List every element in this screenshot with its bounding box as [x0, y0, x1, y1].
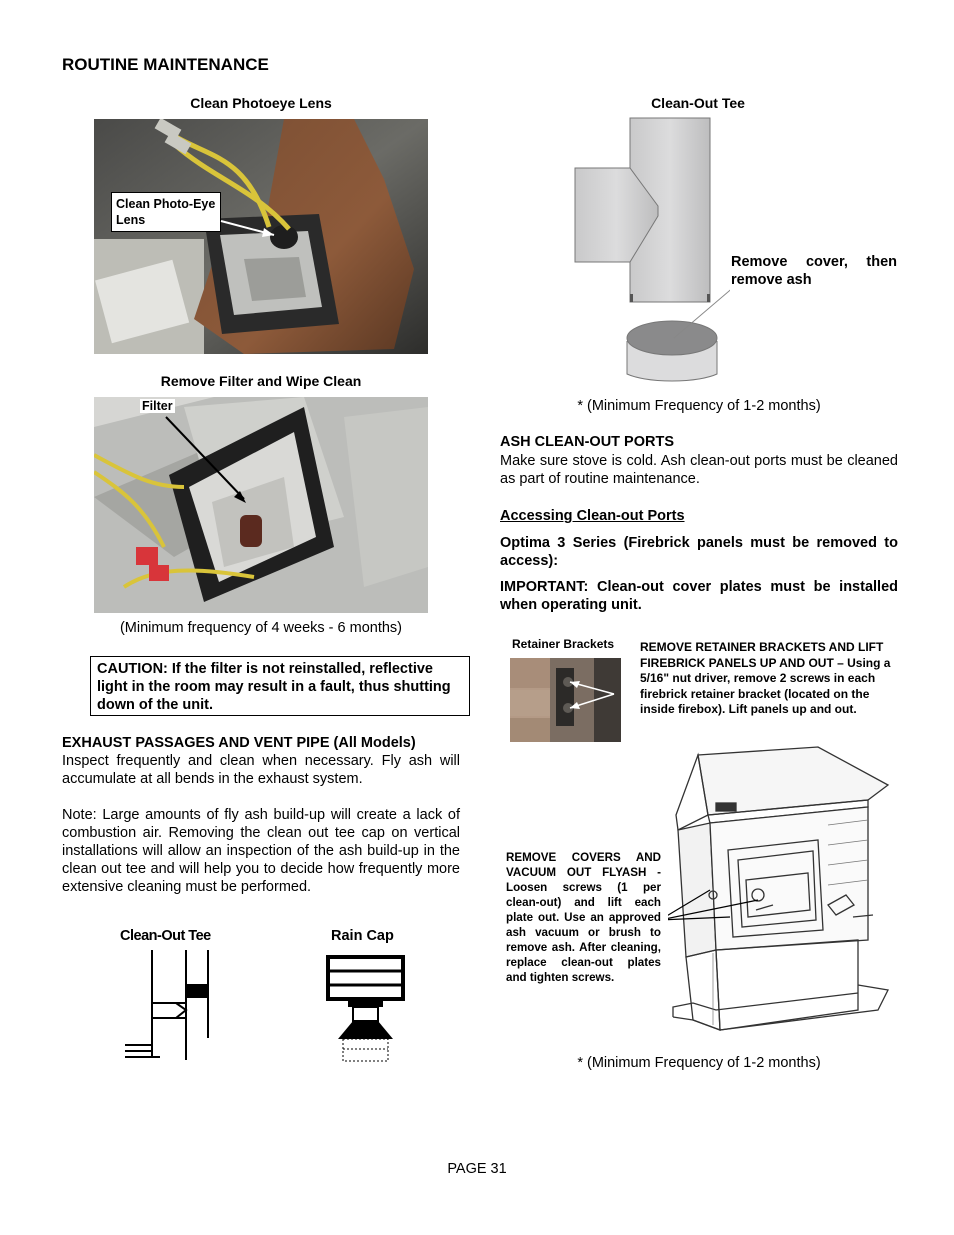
- retainer-text: REMOVE RETAINER BRACKETS AND LIFT FIREBRICK PANELS UP AND OUT – Using a 5/16" nut driver, remove 2 screws in each firebrick retainer bracket (located on the inside firebox). Lift panels up and out.: [640, 640, 891, 716]
- filter-caption: Remove Filter and Wipe Clean: [160, 373, 362, 389]
- cleanout-tee-label: Clean-Out Tee: [120, 928, 211, 944]
- important-text: IMPORTANT: Clean-out cover plates must be installed when operating unit.: [500, 579, 898, 613]
- page-title: ROUTINE MAINTENANCE: [62, 55, 269, 74]
- photoeye-caption: Clean Photoeye Lens: [190, 95, 332, 111]
- filter-label: Filter: [142, 399, 173, 413]
- page-number: PAGE 31: [447, 1161, 507, 1177]
- ash-text: Make sure stove is cold. Ash clean-out ports must be cleaned as part of routine maintenance.: [500, 453, 898, 487]
- accessing-heading: Accessing Clean-out Ports: [500, 508, 685, 524]
- optima-text: Optima 3 Series (Firebrick panels must be removed to access):: [500, 535, 898, 569]
- tee-callout: Remove cover, then remove ash: [731, 254, 897, 288]
- tee-frequency: * (Minimum Frequency of 1-2 months): [577, 398, 821, 414]
- stove-frequency: * (Minimum Frequency of 1-2 months): [577, 1055, 821, 1071]
- exhaust-heading: EXHAUST PASSAGES AND VENT PIPE (All Models): [62, 735, 416, 751]
- filter-photo: [94, 397, 428, 613]
- exhaust-text: Inspect frequently and clean when necessary. Fly ash will accumulate at all bends in the exhaust system.: [62, 753, 460, 787]
- rain-cap-label: Rain Cap: [331, 928, 394, 944]
- photoeye-photo: [94, 119, 428, 354]
- ash-heading: ASH CLEAN-OUT PORTS: [500, 434, 674, 450]
- filter-frequency: (Minimum frequency of 4 weeks - 6 months): [119, 620, 403, 636]
- rain-cap-drawing: [325, 955, 410, 1065]
- caution-box: CAUTION: If the filter is not reinstalled, reflective light in the room may result in a fault, thus shutting down of the unit.: [90, 656, 470, 716]
- tee-caption: Clean-Out Tee: [651, 95, 745, 111]
- retainer-label: Retainer Brackets: [512, 637, 615, 651]
- stove-illustration: [668, 745, 894, 1045]
- tee-illustration: [570, 116, 730, 391]
- retainer-photo: [510, 658, 621, 742]
- photoeye-label: Clean Photo-Eye Lens: [111, 192, 221, 232]
- note-text: Note: Large amounts of fly ash build-up will create a lack of combustion air. Removing the clean out tee cap on vertical installations will allow an inspection of the ash build-up in the clean out tee and will help you to decide how frequently more extensive cleaning must be performed.: [62, 807, 460, 895]
- covers-text: REMOVE COVERS AND VACUUM OUT FLYASH - Loosen screws (1 per clean-out) and lift each plate out. Use an approved ash vacuum or brush to remove ash. After cleaning, replace clean-out plates and tighten screws.: [506, 851, 661, 984]
- cleanout-tee-drawing: [120, 948, 220, 1063]
